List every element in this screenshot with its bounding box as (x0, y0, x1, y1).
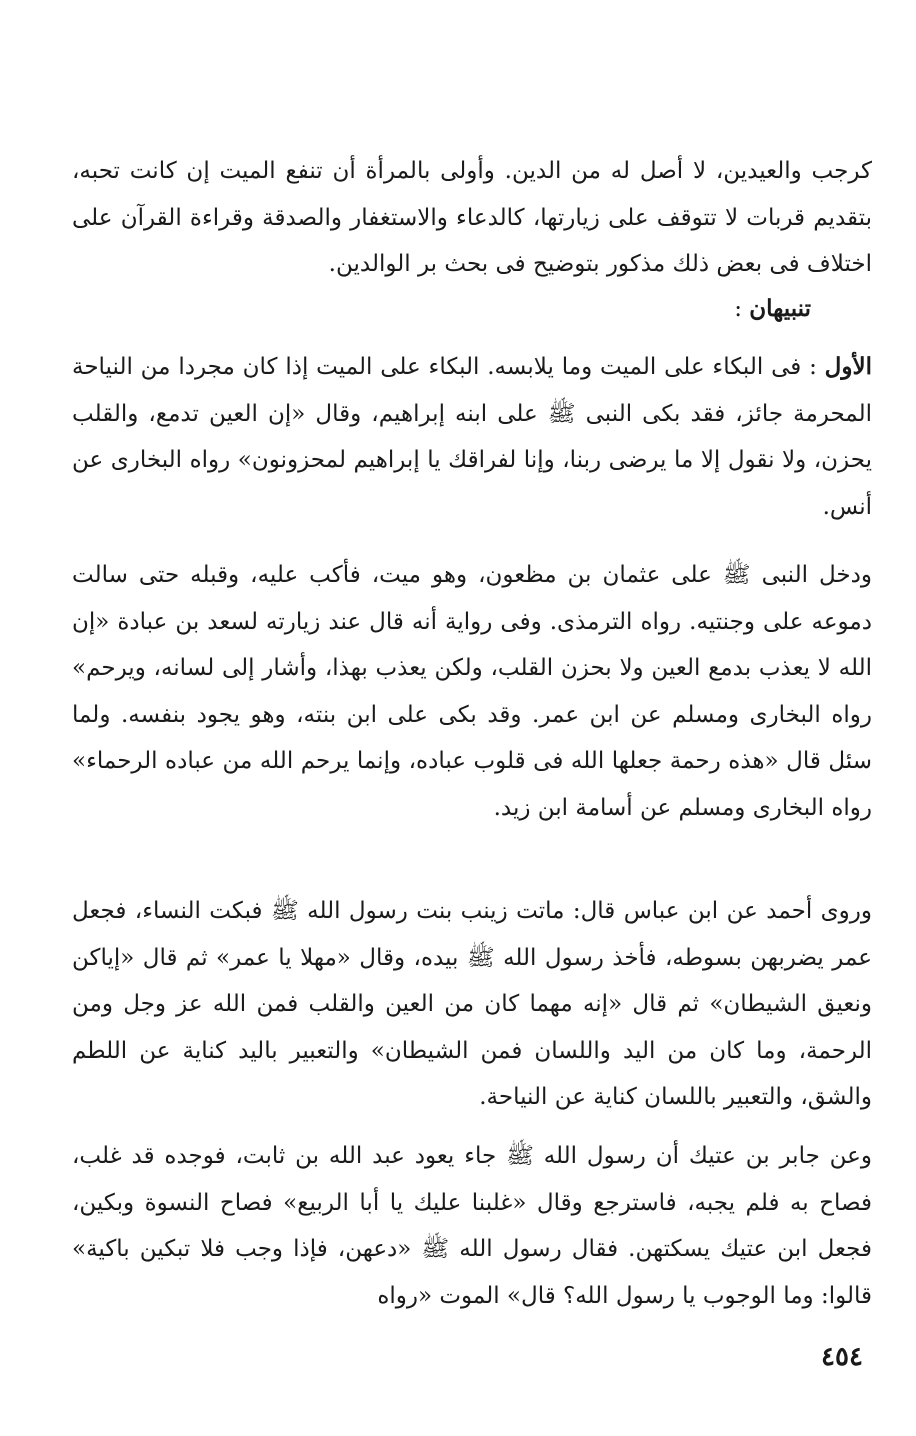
paragraph-text: وعن جابر بن عتيك أن رسول الله ﷺ جاء يعود عبد الله بن ثابت، فوجده قد غلب، فصاح به فلم يجبه، فاسترجع وقال «غلبنا عليك يا أبا الربيع» فصاح النسوة وبكين، فجعل ابن عتيك يسكتهن. فقال رسول الله ﷺ «دعهن، فإذا وجب فلا تبكين باكية» قالوا: وما الوجوب يا رسول الله؟ قال» الموت «رواه (72, 1143, 872, 1309)
paragraph-text: : فى البكاء على الميت وما يلابسه. البكاء على الميت إذا كان مجردا من النياحة المحرمة جائز، فقد بكى النبى ﷺ على ابنه إبراهيم، وقال «إن العين تدمع، والقلب يحزن، ولا نقول إلا ما يرضى ربنا، وإنا لفراقك يا إبراهيم لمحزونون» رواه البخارى عن أنس. (72, 354, 873, 520)
paragraph-text: ودخل النبى ﷺ على عثمان بن مظعون، وهو ميت، فأكب عليه، وقبله حتى سالت دموعه على وجنتيه. رواه الترمذى. وفى رواية أنه قال عند زيارته لسعد بن عبادة «إن الله لا يعذب بدمع العين ولا بحزن القلب، ولكن يعذب بهذا، وأشار إلى لسانه، ويرحم» رواه البخارى ومسلم عن ابن عمر. وقد بكى على ابن بنته، وهو يجود بنفسه. ولما سئل قال «هذه رحمة جعلها الله فى قلوب عباده، وإنما يرحم الله من عباده الرحماء» رواه البخارى ومسلم عن أسامة ابن زيد. (72, 562, 872, 821)
paragraph-jabir (72, 1133, 872, 1319)
paragraph-text: وروى أحمد عن ابن عباس قال: ماتت زينب بنت رسول الله ﷺ فبكت النساء، فجعل عمر يضربهن بسوطه، فأخذ رسول الله ﷺ بيده، وقال «مهلا يا عمر» ثم قال «إياكن ونعيق الشيطان» ثم قال «إنه مهما كان من العين والقلب فمن الله عز وجل ومن الرحمة، وما كان من اليد واللسان فمن الشيطان» والتعبير باليد كناية عن اللطم والشق، والتعبير باللسان كناية عن النياحة. (72, 898, 872, 1110)
paragraph-intro (72, 148, 872, 288)
paragraph-text: كرجب والعيدين، لا أصل له من الدين. وأولى بالمرأة أن تنفع الميت إن كانت تحبه، بتقديم قربات لا تتوقف على زيارتها، كالدعاء والاستغفار والصدقة وقراءة القرآن على اختلاف فى بعض ذلك مذكور بتوضيح فى بحث بر الوالدين. (72, 158, 872, 277)
paragraph-first-note (72, 344, 872, 530)
section-heading (734, 286, 811, 332)
paragraph-body (72, 344, 872, 530)
paragraph-uthman (72, 552, 872, 831)
lead-word: الأول (824, 353, 872, 380)
paragraph-zaynab (72, 888, 872, 1121)
page-number: ٤٥٤ (821, 1342, 863, 1372)
heading-colon: : (734, 296, 750, 322)
heading-title: تنبيهان (749, 295, 811, 322)
